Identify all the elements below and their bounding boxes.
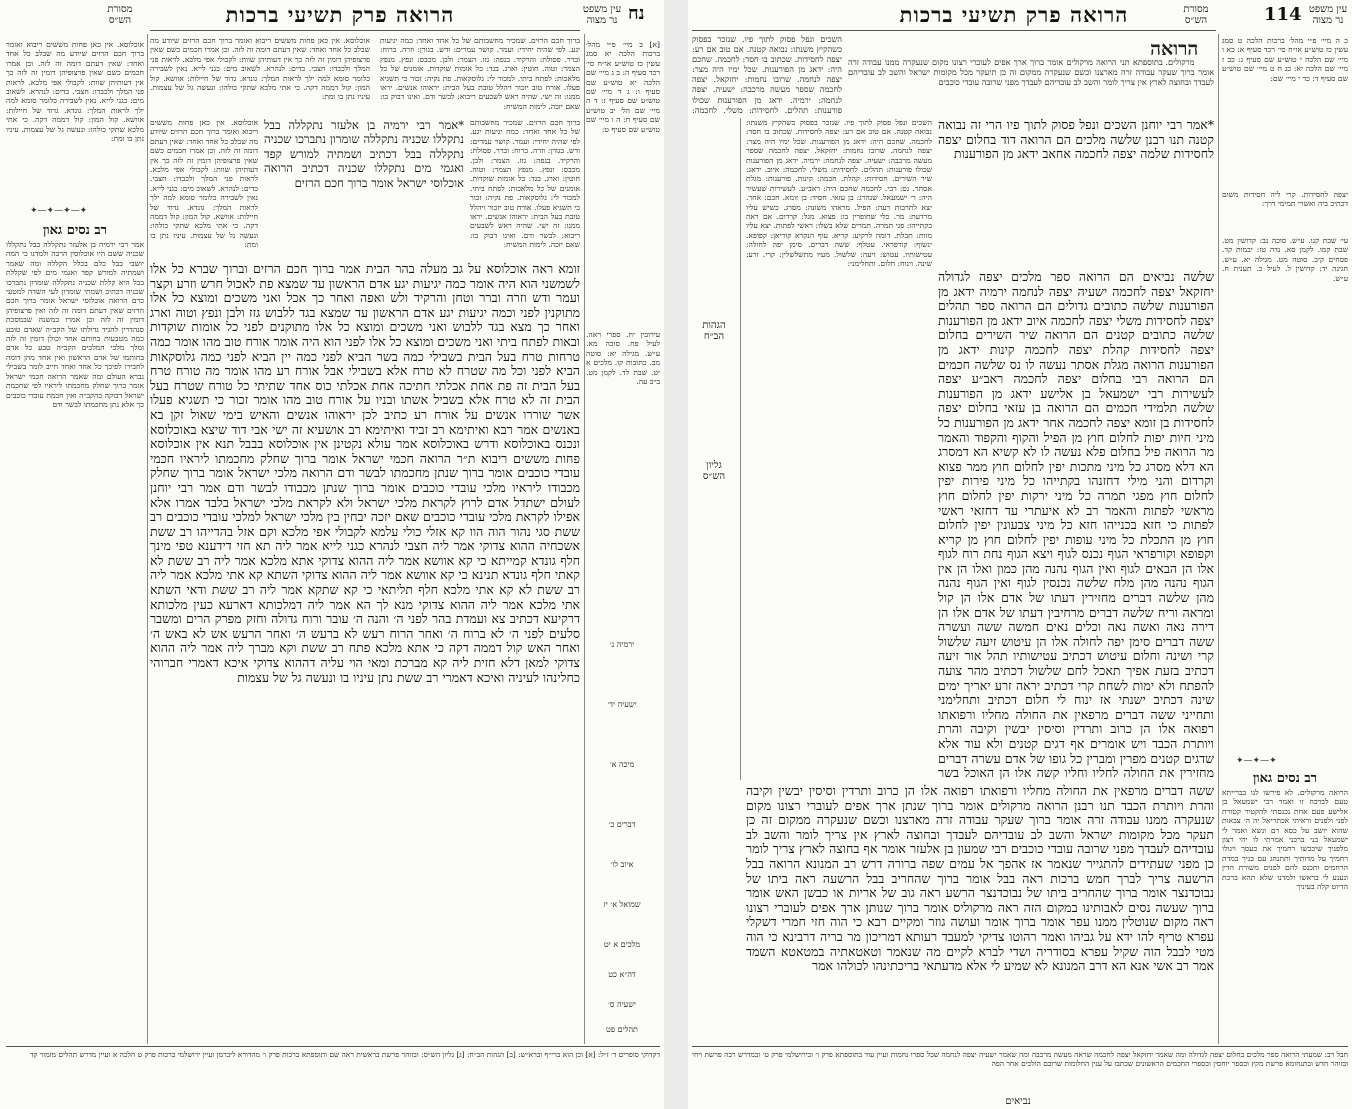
rav-nissim-gaon-header: רב נסים גאון (1252, 771, 1318, 786)
ein-mishpat-entries: [א] ב מיי׳ פ״י מהל׳ ברכות הלכה יא סמג עשין כז טוש״ע או״ח סי׳ רכד סעיף ה: ב ג מיי׳ שם הלכה יא טוש״ע שם סעיף ו: ג ד מיי׳ שם טוש״ע שם סעיף ז: ד ה מיי׳ שם הל׳ יב טוש״ע שם סעיף ח: ה ו מיי׳ שם טוש״ע שם סעיף ט: (586, 40, 660, 134)
scripture-ref: תהלים פט (606, 1025, 638, 1034)
rashi-commentary: ברוך חכם הרזים. שמכיר מחשבותם של כל אחד ואחד: כמה יגיעות יגע. לפי שהיה יחידי: ועמר. קושר עמרים: ודש. בגורן: וזרה. ברוח: וברר. פסולת: והרקיד. בנפה: גזז. הצמר: ולבן. מכבס: ונפץ. מנפץ הצמר: וטוה. חוטין: וארג. בגד: כל אומות שוקדות. אומנים של כל מלאכות: לפתח ביתי. למכור לי: גלוסקאות. פת נקיה: זכור כי תשגיא פעלו. אורח טוב יזכור ויהלל טובת בעל הבית: יראוהו אנשים. יראו ממנו: זה ישי. שהיה ראש לשבעים ריבוא: לבשר ודם. ואינו דבוק בו: שאם יזכה. לימות המשיח: (380, 36, 580, 111)
right-margin-rule (584, 34, 585, 1044)
scripture-ref: ירמיה נ׳ (609, 640, 635, 649)
masoret-entries: עי׳ שבת קנו. ע״ש. סוכה נב: קדושין מט. שבת קמו. לקמן סא. נדה טז: יבמות קד. פסחים קיב. סוטה מט. מגילה יא. ע״ש. חגיגה יד: קדושין ל. לעיל כ. תענית ח. ע״ש. (1222, 236, 1348, 283)
scripture-ref: דה״א כט (608, 970, 636, 979)
masoret-entries: עירובין יח. ספרי ראה. לעיל פח. סוכה מא. ע״ש. מגילה יא: סוטה מב. כתובות קו. מלכים א יט. שבת לד. לקמן מט. ב״ב עה. (586, 330, 660, 387)
main-text-body: שלשה נביאים הם הרואה ספר מלכים יצפה לגדולה יחזקאל יצפה לחכמה ישעיה יצפה לנחמה ירמיה ידאג מן הפורענות שלשה כתובים גדולים הם הרואה ספר תהלים יצפה לחסידות משלי יצפה לחכמה איוב ידאג מן הפורענות שלשה כתובים קטנים הם הרואה שיר השירים בחלום יצפה לחסידות קהלת יצפה לחכמה קינות ידאג מן הפורענות הרואה מגלת אסתר נעשה לו נס שלשה חכמים הם הרואה רבי בחלום יצפה לחכמה ראב״ע יצפה לעשירות רבי ישמעאל בן אלישע ידאג מן הפורענות שלשה תלמידי חכמים הם הרואה בן עזאי בחלום יצפה לחסידות בן זומא יצפה לחכמה אחר ידאג מן הפורענות כל מיני חיות יפות לחלום חוץ מן הפיל והקוף והקפוד והאמר מר הרואה פיל בחלום פלא נעשה לו לא קשיא הא דמסרג הא דלא מסרג כל מיני מתכות יפין לחלום חוץ ממר פצוא וקרדום והני מילי דחזנהו בקתייהו כל מיני פירות יפין לחלום חוץ מפגי תמרה כל מיני ירקות יפין לחלום חוץ מראשי לפתות והאמר רב לא איעתרי עד דחזאי ראשי לפתות כי חזא בכנייהו חזא כל מיני צבעונין יפין לחלום חוץ מן התכלת כל מיני עופות יפין לחלום חוץ מן קריא וקפופא וקורפראי הגוף נכנס לגוף ויצא הגוף נחת רוח לגוף אלו הן הבאים לגוף ואין הגוף נהנה מהן כמון ואלו הן אין הגוף נהנה מהן מלח שלשה נכנסין לגוף ואין הגוף נהנה מהן שלשה דברים מחזירין דעתו של אדם אלו הן קול ומראה וריח שלשה דברים מרחיבין דעתו של אדם אלו הן דירה נאה ואשה נאה וכלים נאים חמשה ששה ועשרה ששה דברים סימן יפה לחולה אלו הן עיטוש זיעה שלשול קרי ושינה וחלום עיטוש דכתיב עטישותיו תהל אור זיעה דכתיב בזעת אפיך תאכל לחם שלשול דכתיב מהר צועה להפתח ולא ימות לשחת קרי דכתיב יראה זרע יאריך ימים שינה דכתיב ישנתי אז ינוח לי חלום דכתיב ותחלימני ותחייני ששה דברים מרפאין את החולה מחליו ורפואתו רפואה אלו הן כרוב ותרדין וסיסין יבשין וקיבה והרת ויותרת הכבד ויש אומרים אף דגים קטנים ולא עוד אלא שדגים קטנים מפרין ומברין כל גופו של אדם עשרה דברים מחזירין את החולה לחליו וחליו קשה אלו הן האוכל בשר (938, 270, 1214, 780)
top-left-commentary: השכים ונפל פסוק לתוך פיו. שנזכר בפסוק כשהקיץ משנתו: נבואה קטנה. אם טוב אם רע: יצפה לחסידות. שכתוב בו חסד: לחכמה. שחכם היה: ידאג מן הפורענות. שכל ימיו היה מצר: יצפה לנחמה. שרובו נחמות: יחזקאל. יצפה לחכמה שספר מעשה מרכבה: ישעיה. יצפה לנחמה: ירמיה. ידאג מן הפורענות שכולו פורענות: תהלים. לחסידות: משלי. לחכמה: (692, 34, 842, 114)
ein-mishpat-label: עין משפט נר מצוה (1308, 4, 1348, 26)
footnote-text: דקדוקי סופרים ד׳ ז״ל: [א] וכן הוא ברי״ף וברא״ש: [ב] הגהות הב״ח: [ג] גליון הש״ס: ובזוהר פרשת בראשית ראה שם ותוספתא ברכות פרק ו׳ מהדורא ליברמן ועיין ירושלמי ברכות פרק ט הלכה א ועיין מדרש תהלים מזמור קד (29, 1050, 660, 1059)
left-page (0, 0, 664, 1109)
gilyon-label: גליון הש״ס (702, 460, 726, 482)
right-page-header (864, 2, 1164, 28)
header-rule (692, 30, 1216, 31)
dibbur-hamatchil: הרואה (1150, 38, 1199, 61)
scripture-ref: מלכים א יט (603, 940, 641, 949)
left-page-header (210, 2, 470, 28)
folio-number: נח (628, 3, 645, 24)
catchword: נביאים (1005, 1096, 1031, 1107)
tosafot-top-left: אוכלוסא. אין כאן פחות מששים ריבוא ואומר ברוך חכם הרזים שיודע מה שבלב כל אחד ואחד: שאין דעתם דומה זה לזה. וכן אמרו חכמים כשם שאין פרצופיהן דומין זה לזה כך אין דעותיהן שוות: לקבולי אפי מלכא. לראות פני המלך ולכבדו: חצבי. כדים: לנהרא. לשאוב מים: כגני לייא. נאין לשבירה כלומר סומא למה ילך לראות המלך: גונדא. גדוד של חיילות: אוושא. קול המון: קול דממה דקה. כי אתי מלכא שתקי כולהו: ונעשה גל של עצמות. עיניו נתן בו ומת: (6, 40, 144, 144)
right-column-rule (1218, 34, 1219, 1044)
header-rule (150, 30, 580, 31)
right-page (688, 0, 1352, 1109)
far-right-note: יצפה לחסידות. קרי ליה חסידות משום דכתיב ביה ואשרי תמימי דרך: (1222, 190, 1348, 209)
rav-nissim-gaon-header: רב נסים גאון (42, 223, 108, 238)
masoret-label: מסורת הש״ס (1183, 4, 1209, 26)
scripture-ref: ישעיה ס׳ (608, 1000, 636, 1009)
hagahot-label: הגהות הב״ח (702, 320, 726, 342)
main-text-intro: *אמר רבי יוחנן השכים ונפל פסוק לתוך פיו הרי זה נבואה קטנה תנו רבנן שלשה מלכים הם הרואה דוד בחלום יצפה לחסידות שלמה יצפה לחכמה אחאב ידאג מן הפורענות (938, 118, 1214, 162)
page-title: הרואה פרק תשיעי ברכות (899, 2, 1129, 27)
left-margin-rule (147, 34, 148, 1044)
inner-rule (740, 118, 741, 780)
divider-ornament: ✦—✦—✦—✦ (30, 206, 88, 216)
scripture-ref: ישעיה יד׳ (607, 700, 637, 709)
main-text-body: זומא ראה אוכלוסא על גב מעלה בהר הבית אמר ברוך חכם הרזים וברוך שברא כל אלו לשמשני הוא היה אומר כמה יגיעות יגע אדם הראשון עד שמצא פת לאכול חרש וזרע וקצר ועמר ודש וזרה וברר וטחן והרקיד ולש ואפה ואחר כך אכל ואני משכים ומוצא כל אלו מתוקנין לפני וכמה יגיעות יגע אדם הראשון עד שמצא בגד ללבוש גזז ולבן ונפץ וטוה וארג ואחר כך מצא בגד ללבוש ואני משכים ומוצא כל אלו מתוקנים לפני כל אומות שוקדות ובאות לפתח ביתי ואני משכים ומוצא כל אלו לפני הוא היה אומר אורח טוב מהו אומר כמה טרחות טרח בעל הבית בשבילי כמה בשר הביא לפני כמה יין הביא לפני כמה גלוסקאות הביא לפני וכל מה שטרח לא טרח אלא בשבילי אבל אורח רע מהו אומר מה טורח טרח בעל הבית זה פת אחת אכלתי חתיכה אחת אכלתי כוס אחד שתיתי כל טורח שטרח בעל הבית זה לא טרח אלא בשביל אשתו ובניו על אורח טוב מהו אומר זכור כי תשגיא פעלו אשר שוררו אנשים על אורח רע כתיב לכן יראוהו אנשים והאיש בימי שאול זקן בא באנשים אמר רבא ואיתימא רב זביד ואיתימא רב אושעיא זה ישי אבי דוד שיצא באוכלוסא ונכנס באוכלוסא ודרש באוכלוסא אמר עולא נקטינן אין אוכלוסא בבבל תנא אין אוכלוסא פחות מששים ריבוא ת״ר הרואה חכמי ישראל אומר ברוך שחלק מחכמתו ליראיו חכמי עובדי כוכבים אומר ברוך שנתן מחכמתו לבשר ודם הרואה מלכי ישראל אומר ברוך שחלק מכבודו ליראיו מלכי עובדי כוכבים אומר ברוך שנתן מכבודו לבשר ודם אמר רבי יוחנן לעולם ישתדל אדם לרוץ לקראת מלכי ישראל ולא לקראת מלכי ישראל בלבד אמרו אלא אפילו לקראת מלכי עובדי כוכבים שאם יזכה יבחין בין מלכי ישראל למלכי עובדי כוכבים רב ששת סגי נהור הוה הוו קא אזלי כולי עלמא לקבולי אפי מלכא וקם אזל בהדייהו רב ששת אשכחיה ההוא צדוקי אמר ליה חצבי לנהרא כגני לייא אמר ליה תא חזי דידענא טפי מינך חלף גונדא קמייתא כי קא אוושא אמר ליה ההוא צדוקי אתא מלכא אמר ליה רב ששת לא קאתי חלף גונדא תנינא כי קא אוושא אמר ליה ההוא צדוקי השתא קא אתי מלכא אמר ליה רב ששת לא קא אתי מלכא חלף תליתאי כי קא שתקא אמר ליה רב ששת ודאי השתא אתי מלכא אמר ליה ההוא צדוקי מנא לך הא אמר ליה דמלכותא דארעא כעין מלכותא דרקיעא דכתיב צא ועמדת בהר לפני ה׳ והנה ה׳ עובר ורוח גדולה וחזק מפרק הרים ומשבר סלעים לפני ה׳ לא ברוח ה׳ ואחר הרוח רעש לא ברעש ה׳ ואחר הרעש אש לא באש ה׳ ואחר האש קול דממה דקה כי אתא מלכא פתח רב ששת וקא מברך ליה אמר ליה ההוא צדוקי למאן דלא חזית ליה קא מברכת ומאי הוי עליה דההוא צדוקי איכא דאמרי חברוהי כחלינהו לעיניה ואיכא דאמרי רב ששת נתן עיניו בו ונעשה גל של עצמות (150, 262, 580, 685)
rashi-commentary: השכים ונפל פסוק לתוך פיו. שנזכר בפסוק כשהקיץ משנתו: נבואה קטנה. אם טוב אם רע: יצפה לחסידות. שכתוב בו חסד: לחכמה. שחכם היה: ידאג מן הפורענות. שכל ימיו היה מצר: יצפה לנחמה. שרובו נחמות: יחזקאל. יצפה לחכמה שספר מעשה מרכבה: ישעיה. יצפה לנחמה: ירמיה. ידאג מן הפורענות שכולו פורענות: תהלים. לחסידות: משלי. לחכמה: איוב. ידאג: שיר השירים. חסידות: קהלת. חכמה: קינות. פורענות: מגלת אסתר. נס: רבי. לחכמה שחכם היה: ראב״ע. לעשירות שעשיר היה: ר׳ ישמעאל. שנהרג: בן עזאי. חסיד: בן זומא. חכם: אחר. יצא לתרבות רעה: הפיל. מראהו משונה: מסרג. כשיש עליו מרדעת: מר. כלי שחופרין בו: פצוא. מגל: קרדום. אם ראה בקתייהו: פגי תמרה. תמרים שלא בשלו: ראשי לפתות. יצא עליו מוות: תכלת. דומה לרקיע: קריא. עוף הנקרא קוריאן: קפופא. ינשוף: קורפראי. עטלף: ששה דברים. סימן יפה לחולה: עטישותיו. עטוש: זיעה: שלשול. מעיו מתשלשלין: קרי. זרע: שינה. וינוח: חלום. ותחלימני: (746, 118, 932, 269)
tosafot-flank: אוכלוסא. אין כאן פחות מששים ריבוא ואומר ברוך חכם הרזים שיודע מה שבלב כל אחד ואחד: שאין דעתם דומה זה לזה. וכן אמרו חכמים כשם שאין פרצופיהן דומין זה לזה כך אין דעותיהן שוות: לקבולי אפי מלכא. לראות פני המלך ולכבדו: חצבי. כדים: לנהרא. לשאוב מים: כגני לייא. נאין לשבירה כלומר סומא למה ילך לראות המלך: גונדא. גדוד של חיילות: אוושא. קול המון: קול דממה דקה. כי אתי מלכא שתקי כולהו: ונעשה גל של עצמות. עיניו נתן בו ומת: (150, 118, 258, 250)
main-text-lower: ששה דברים מרפאין את החולה מחליו ורפואתו רפואה אלו הן כרוב ותרדין וסיסין יבשין וקיבה והרת ויותרת הכבד תנו רבנן הרואה מרקולים אומר ברוך שנתן ארך אפים לעוברי רצונו מקום שנעקרה ממנו עבודה זרה אומר ברוך שעקר עבודה זרה מארצנו וכשם שנעקרה ממקום זה כן תעקר מכל מקומות ישראל והשב לב עובדיהם לעבדך ובחוצה לארץ אין צריך לומר והשב לב עובדיהם לעבדך מפני שרובה עובדי כוכבים רבי שמעון בן אלעזר אומר אף בחוצה לארץ צריך לומר כן מפני שעתידים להתגייר שנאמר אז אהפך אל עמים שפה ברורה דרש רב המנונא הרואה בבל הרשעה צריך לברך חמש ברכות ראה בבל אומר ברוך שהחריב בבל הרשעה ראה ביתו של נבוכדנצר אומר ברוך שהחריב ביתו של נבוכדנצר הרשע ראה גוב של אריות או כבשן האש אומר ברוך שעשה נסים לאבותינו במקום הזה ראה מרקוליס אומר ברוך שנותן ארך אפים לעוברי רצונו ראה מקום שנוטלין ממנו עפר אומר ברוך אומר ועושה גוזר ומקיים רבא כי הוה חזי חמרי דשקלי עפרא טריף להו ידא על גביהו ואמר רהוטו צדיקי למעבד רעותא דמריכון מר בריה דרבינא כי הוה מטי לבבל הוה שקיל עפרא בסודריה ושדי לברא לקיים מה שנאמר וטאטאתיה במטאטא השמד אמר רב אשי אנא הא דרב המנונא לא שמיע לי אלא מדעתאי בריכתינהו לכולהו אמר (746, 784, 1214, 974)
rashi-flank: ברוך חכם הרזים. שמכיר מחשבותם של כל אחד ואחד: כמה יגיעות יגע. לפי שהיה יחידי: ועמר. קושר עמרים: ודש. בגורן: וזרה. ברוח: וברר. פסולת: והרקיד. בנפה: גזז. הצמר: ולבן. מכבס: ונפץ. מנפץ הצמר: וטוה. חוטין: וארג. בגד: כל אומות שוקדות. אומנים של כל מלאכות: לפתח ביתי. למכור לי: גלוסקאות. פת נקיה: זכור כי תשגיא פעלו. אורח טוב יזכור ויהלל טובת בעל הבית: יראוהו אנשים. יראו ממנו: זה ישי. שהיה ראש לשבעים ריבוא: לבשר ודם. ואינו דבוק בו: שאם יזכה. לימות המשיח: (470, 118, 580, 250)
masoret-label: מסורת הש״ס (107, 4, 133, 26)
top-commentary-block (848, 34, 1214, 114)
rav-nissim-gaon-text: הרואה מרקולים. לא פירשו לנו בברייתא טעם לברכה זו ואמר רבי ישמעאל בן אלישע פעם אחת נכנסתי להקטיר קטורת לפני ולפנים וראיתי אכתריאל יה ה׳ צבאות שהוא יושב על כסא רם ונשא ואמר לי ישמעאל בני ברכני אמרתי לו יהי רצון מלפניך שיכבשו רחמיך את כעסך ויגולו רחמיך על מדותיך ותתנהג עם בניך במדת הרחמים ותכנס להם לפנים משורת הדין ונענע לי בראשו ולמדנו שלא תהא ברכת הדיוט קלה בעיניך (1222, 788, 1348, 892)
scripture-ref: איוב לו׳ (610, 860, 634, 869)
page-title: הרואה פרק תשיעי ברכות (225, 2, 455, 27)
tosafot-commentary: אוכלוסא. אין כאן פחות מששים ריבוא ואומר ברוך חכם הרזים שיודע מה שבלב כל אחד ואחד: שאין דעתם דומה זה לזה. וכן אמרו חכמים כשם שאין פרצופיהן דומין זה לזה כך אין דעותיהן שוות: לקבולי אפי מלכא. לראות פני המלך ולכבדו: חצבי. כדים: לנהרא. לשאוב מים: כגני לייא. נאין לשבירה כלומר סומא למה ילך לראות המלך: גונדא. גדוד של חיילות: אוושא. קול המון: קול דממה דקה. כי אתי מלכא שתקי כולהו: ונעשה גל של עצמות. עיניו נתן בו ומת: (150, 36, 370, 102)
rav-nissim-gaon-text: אמר רבי ירמיה בן אלעזר נתקללה בבל נתקללו שכניה ששם היו אוכלוסין הרבה ולמדנו כי המה יושבי בבל כלם בכלל הקללה ומה שאמר ושמתיה למורש קפד ואגמי מים לפי שקללת בבל היא קללת שכניה נתקללה שומרון נתברכו שכניה דכתיב ושמתי שומרון לעי השדה למטעי כרם הרואה אוכלוסי ישראל אומר ברוך חכם הרזים שאין דעתם דומה זה לזה ואין פרצופיהן דומין זה לזה וכן אמרו במשנה שבמסכת סנהדרין להגיד גדולתו של הקב״ה שאדם טובע כמה מטבעות בחותם אחד וכולן דומין זה לזה ומלך מלכי המלכים הקב״ה טבע כל אדם בחותמו של אדם הראשון ואין אחד מהן דומה לחבירו לפיכך כל אחד ואחד חייב לומר בשבילי נברא העולם ומה שאמר הרואה חכמי ישראל אומר ברוך שחלק מחכמתו ליראיו לפי שחכמת ישראל דבוקה בהקב״ה ואין חכמת עובדי כוכבים כך אלא נתן מחכמתו לבשר ודם (6, 240, 144, 409)
footnote-rule (692, 1046, 1348, 1047)
main-text-intro: *אמר רבי ירמיה בן אלעזר נתקללה בבל נתקללו שכניה נתקללה שומרון נתברכו שכניה נתקללה בבל דכתיב ושמתיה למורש קפד ואגמי מים נתקללו שכניה דכתיב הרואה אוכלוסי ישראל אומר ברוך חכם הרזים (264, 118, 464, 190)
divider-ornament: ✦—✦—✦ (1236, 756, 1277, 766)
footnote-text: חבל רב: שמעתי הרואה ספר מלכים בחלום יצפה לגדולה ומה שאמר יחזקאל יצפה לחכמה שראה מעשה מרכבה ומה שאמר ישעיה יצפה לנחמה שכל ספרו נחמות ועיין עוד בתוספתא פרק ו׳ ובירושלמי פרק ט׳ ובמדרש רבה פרשת ויחי ובזוהר חדש ובתנחומא פרשת מקץ ובספר יוחסין ובספרי החכמים הראשונים שכתבו על ענין החלומות שרובם הולכים אחר הפה (692, 1050, 1348, 1068)
page-number: 114 (1264, 4, 1302, 25)
book-gutter (664, 0, 688, 1109)
top-commentary-text: מרקולים. בתוספתא תני הרואה מרקולים אומר ברוך ארך אפים לעוברי רצונו מקום שנעקרה ממנו עבודה זרה אומר ברוך שעקר עבודה זרה מארצנו וכשם שנעקרה ממקום זה כן תיעקר מכל מקומות ישראל והשב לב עובדיהם לעבדך ובחוצה לארץ אין צריך לומר והשב לב עובדיהם לעבדך מפני שרובה עובדי כוכבים (848, 57, 1214, 88)
ein-mishpat-label: עין משפט נר מצוה (582, 4, 622, 26)
top-commentary (848, 34, 1214, 98)
scripture-ref: שמואל א׳ יז (603, 900, 641, 909)
scripture-ref: דברים כ׳ (608, 820, 636, 829)
footnote-rule (6, 1046, 660, 1047)
ein-mishpat-entries: כ ה מיי׳ פ״י מהל׳ ברכות הלכה ט סמג עשין כז טוש״ע או״ח סי׳ רכד סעיף א: כא ו מיי׳ שם הלכה י טוש״ע שם סעיף ג: כב ז מיי׳ שם הלכה יא: כג ח ט מיי׳ שם טוש״ע שם סעיף ד: כד י מיי׳ שם: (1222, 36, 1348, 83)
scripture-ref: מיכה א׳ (609, 760, 635, 769)
